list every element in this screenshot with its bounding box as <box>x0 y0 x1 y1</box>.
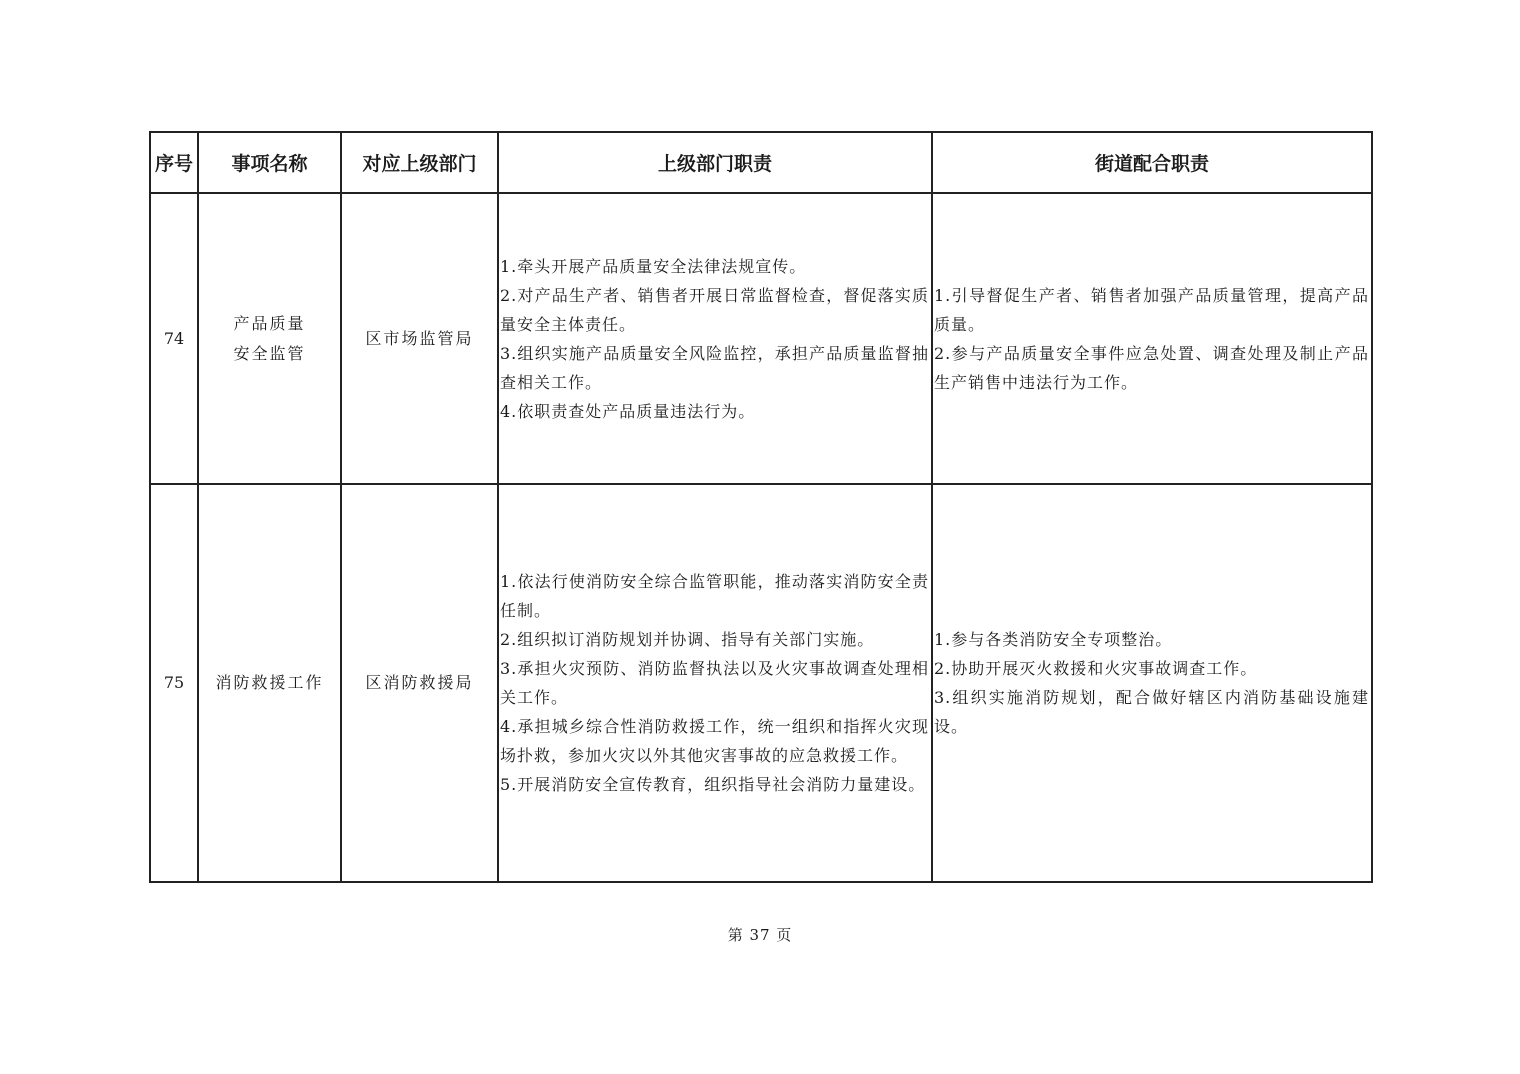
item-name-line: 消防救援工作 <box>215 673 324 692</box>
row-dept-duties <box>498 484 932 882</box>
duty-item: 4.依职责查处产品质量违法行为。 <box>500 401 756 421</box>
header-department: 对应上级部门 <box>341 132 498 193</box>
row-department: 区市场监管局 <box>341 193 498 484</box>
street-duty-item: 1.引导督促生产者、销售者加强产品质量管理，提高产品质量。 <box>934 285 1369 334</box>
row-item-name <box>198 484 341 882</box>
row-index: 75 <box>150 484 198 882</box>
page-number: 第 37 页 <box>727 926 793 944</box>
duty-item: 2.对产品生产者、销售者开展日常监督检查，督促落实质量安全主体责任。 <box>500 285 929 334</box>
row-dept-duties <box>498 193 932 484</box>
header-item-name: 事项名称 <box>198 132 341 193</box>
row-street-duties <box>932 484 1372 882</box>
row-street-duties <box>932 193 1372 484</box>
duty-item: 5.开展消防安全宣传教育，组织指导社会消防力量建设。 <box>500 775 926 794</box>
table-row <box>150 193 1372 484</box>
table-row <box>150 484 1372 882</box>
table-header-row <box>150 132 1372 193</box>
street-duty-item: 2.参与产品质量安全事件应急处置、调查处理及制止产品生产销售中违法行为工作。 <box>934 343 1369 392</box>
item-name-line: 产品质量 <box>233 313 306 333</box>
row-index: 74 <box>150 193 198 484</box>
duty-item: 3.组织实施产品质量安全风险监控，承担产品质量监督抽查相关工作。 <box>500 343 929 392</box>
row-item-name <box>198 193 341 484</box>
header-street-duties: 街道配合职责 <box>932 132 1372 193</box>
street-duty-item: 3.组织实施消防规划，配合做好辖区内消防基础设施建设。 <box>934 688 1369 736</box>
duty-item: 2.组织拟订消防规划并协调、指导有关部门实施。 <box>500 630 875 649</box>
item-name-line: 安全监管 <box>233 343 306 363</box>
duty-item: 1.牵头开展产品质量安全法律法规宣传。 <box>500 256 807 276</box>
duties-table <box>149 131 1373 883</box>
header-dept-duties: 上级部门职责 <box>498 132 932 193</box>
duty-item: 3.承担火灾预防、消防监督执法以及火灾事故调查处理相关工作。 <box>500 659 929 707</box>
duty-item: 4.承担城乡综合性消防救援工作，统一组织和指挥火灾现场扑救，参加火灾以外其他灾害事故的应急救援工作。 <box>500 717 929 765</box>
row-department: 区消防救援局 <box>341 484 498 882</box>
duty-item: 1.依法行使消防安全综合监管职能，推动落实消防安全责任制。 <box>500 572 929 620</box>
header-index: 序号 <box>150 132 198 193</box>
street-duty-item: 2.协助开展灭火救援和火灾事故调查工作。 <box>934 659 1258 678</box>
duties-table-container <box>149 131 1371 883</box>
street-duty-item: 1.参与各类消防安全专项整治。 <box>934 630 1173 649</box>
